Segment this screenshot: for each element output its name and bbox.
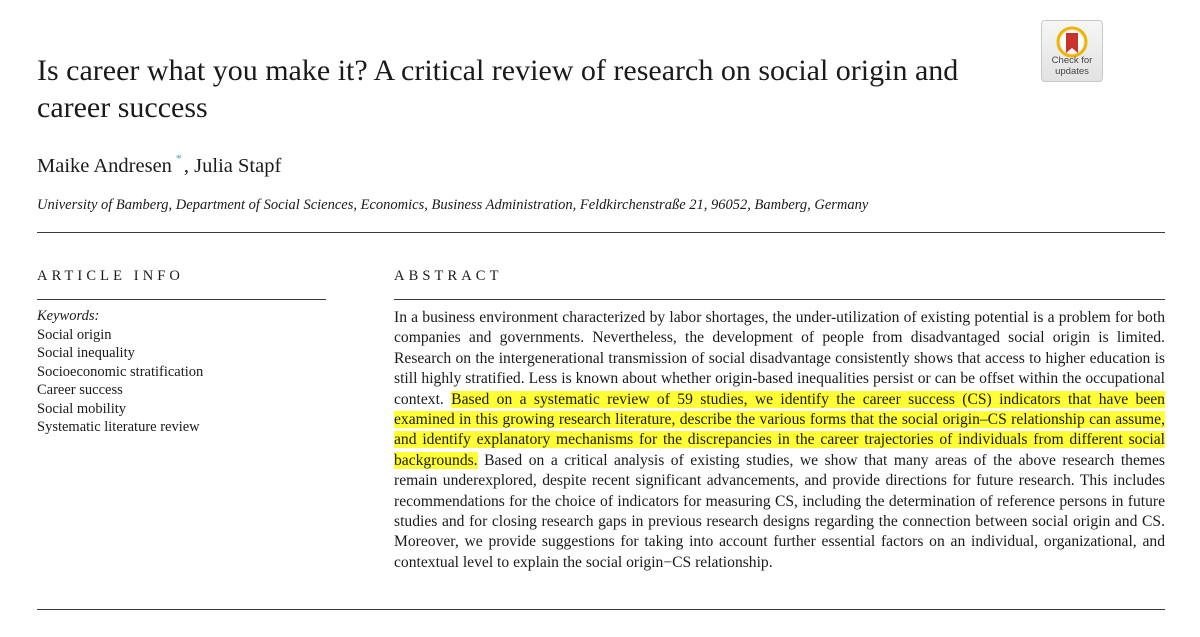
- abstract-heading: ABSTRACT: [394, 268, 503, 284]
- article-title: Is career what you make it? A critical review of research on social origin and career success: [37, 54, 959, 124]
- article-info-heading: ARTICLE INFO: [37, 268, 185, 284]
- author-list: [37, 152, 281, 182]
- keyword-item: Social inequality: [37, 345, 135, 361]
- abstract-text-intro: In a business environment characterized by labor shortages, the under-utilization of existing potential is a problem for both companies and governments. Nevertheless, the development of people from disadvantaged social origin is limited. Research on the intergenerational transmission of social disadvantage consistently shows that access to higher education is still highly stratified. Less is known about whether origin-based inequalities persist or can be offset within the occupational context.: [394, 309, 1165, 408]
- bottom-divider: [37, 609, 1165, 610]
- highlighted-passage: Based on a systematic review of 59 studies, we identify the career success (CS) indicators that have been examined in this growing research literature, describe the various forms that the social origin–CS relationship can assume, and identify explanatory mechanisms for the discrepancies in the career trajectories of individuals from different social backgrounds.: [394, 390, 1165, 469]
- article-info-divider: [37, 299, 326, 300]
- keyword-item: Social origin: [37, 326, 112, 343]
- author-name[interactable]: Maike Andresen: [37, 155, 172, 177]
- keyword-item: Social mobility: [37, 400, 127, 417]
- top-divider: [37, 232, 1165, 233]
- keyword-item: Systematic literature review: [37, 419, 200, 435]
- keyword-list: [37, 326, 317, 437]
- check-for-updates-icon: [1056, 26, 1088, 58]
- author-name[interactable]: , Julia Stapf: [183, 155, 282, 177]
- keywords-section: [37, 307, 317, 437]
- abstract-text-rest: Based on a critical analysis of existing studies, we show that many areas of the above research themes remain underexplored, despite recent significant advancements, and provide directions for future research. This includes recommendations for the choice of indicators for measuring CS, including the determination of reference persons in future studies and for closing research gaps in previous research designs regarding the connection between social origin and CS. Moreover, we provide suggestions for taking into account further essential factors on an individual, organizational, and contextual level to explain the social origin−CS relationship.: [394, 451, 1165, 571]
- abstract-text: [394, 308, 1165, 573]
- check-for-updates-label: [1042, 56, 1102, 77]
- check-for-updates-badge[interactable]: [1041, 20, 1103, 82]
- affiliation: University of Bamberg, Department of Social Sciences, Economics, Business Administration, Feldkirchenstraße 21, 96052, Bamberg, Germany: [37, 197, 869, 213]
- keywords-label: Keywords:: [37, 308, 100, 324]
- keyword-item: Socioeconomic stratification: [37, 363, 204, 380]
- badge-line-2: updates: [1055, 65, 1089, 77]
- badge-line-1: Check for: [1051, 55, 1093, 66]
- keyword-item: Career success: [37, 382, 123, 398]
- corresponding-author-mark[interactable]: *: [175, 151, 182, 165]
- abstract-divider: [394, 299, 1165, 300]
